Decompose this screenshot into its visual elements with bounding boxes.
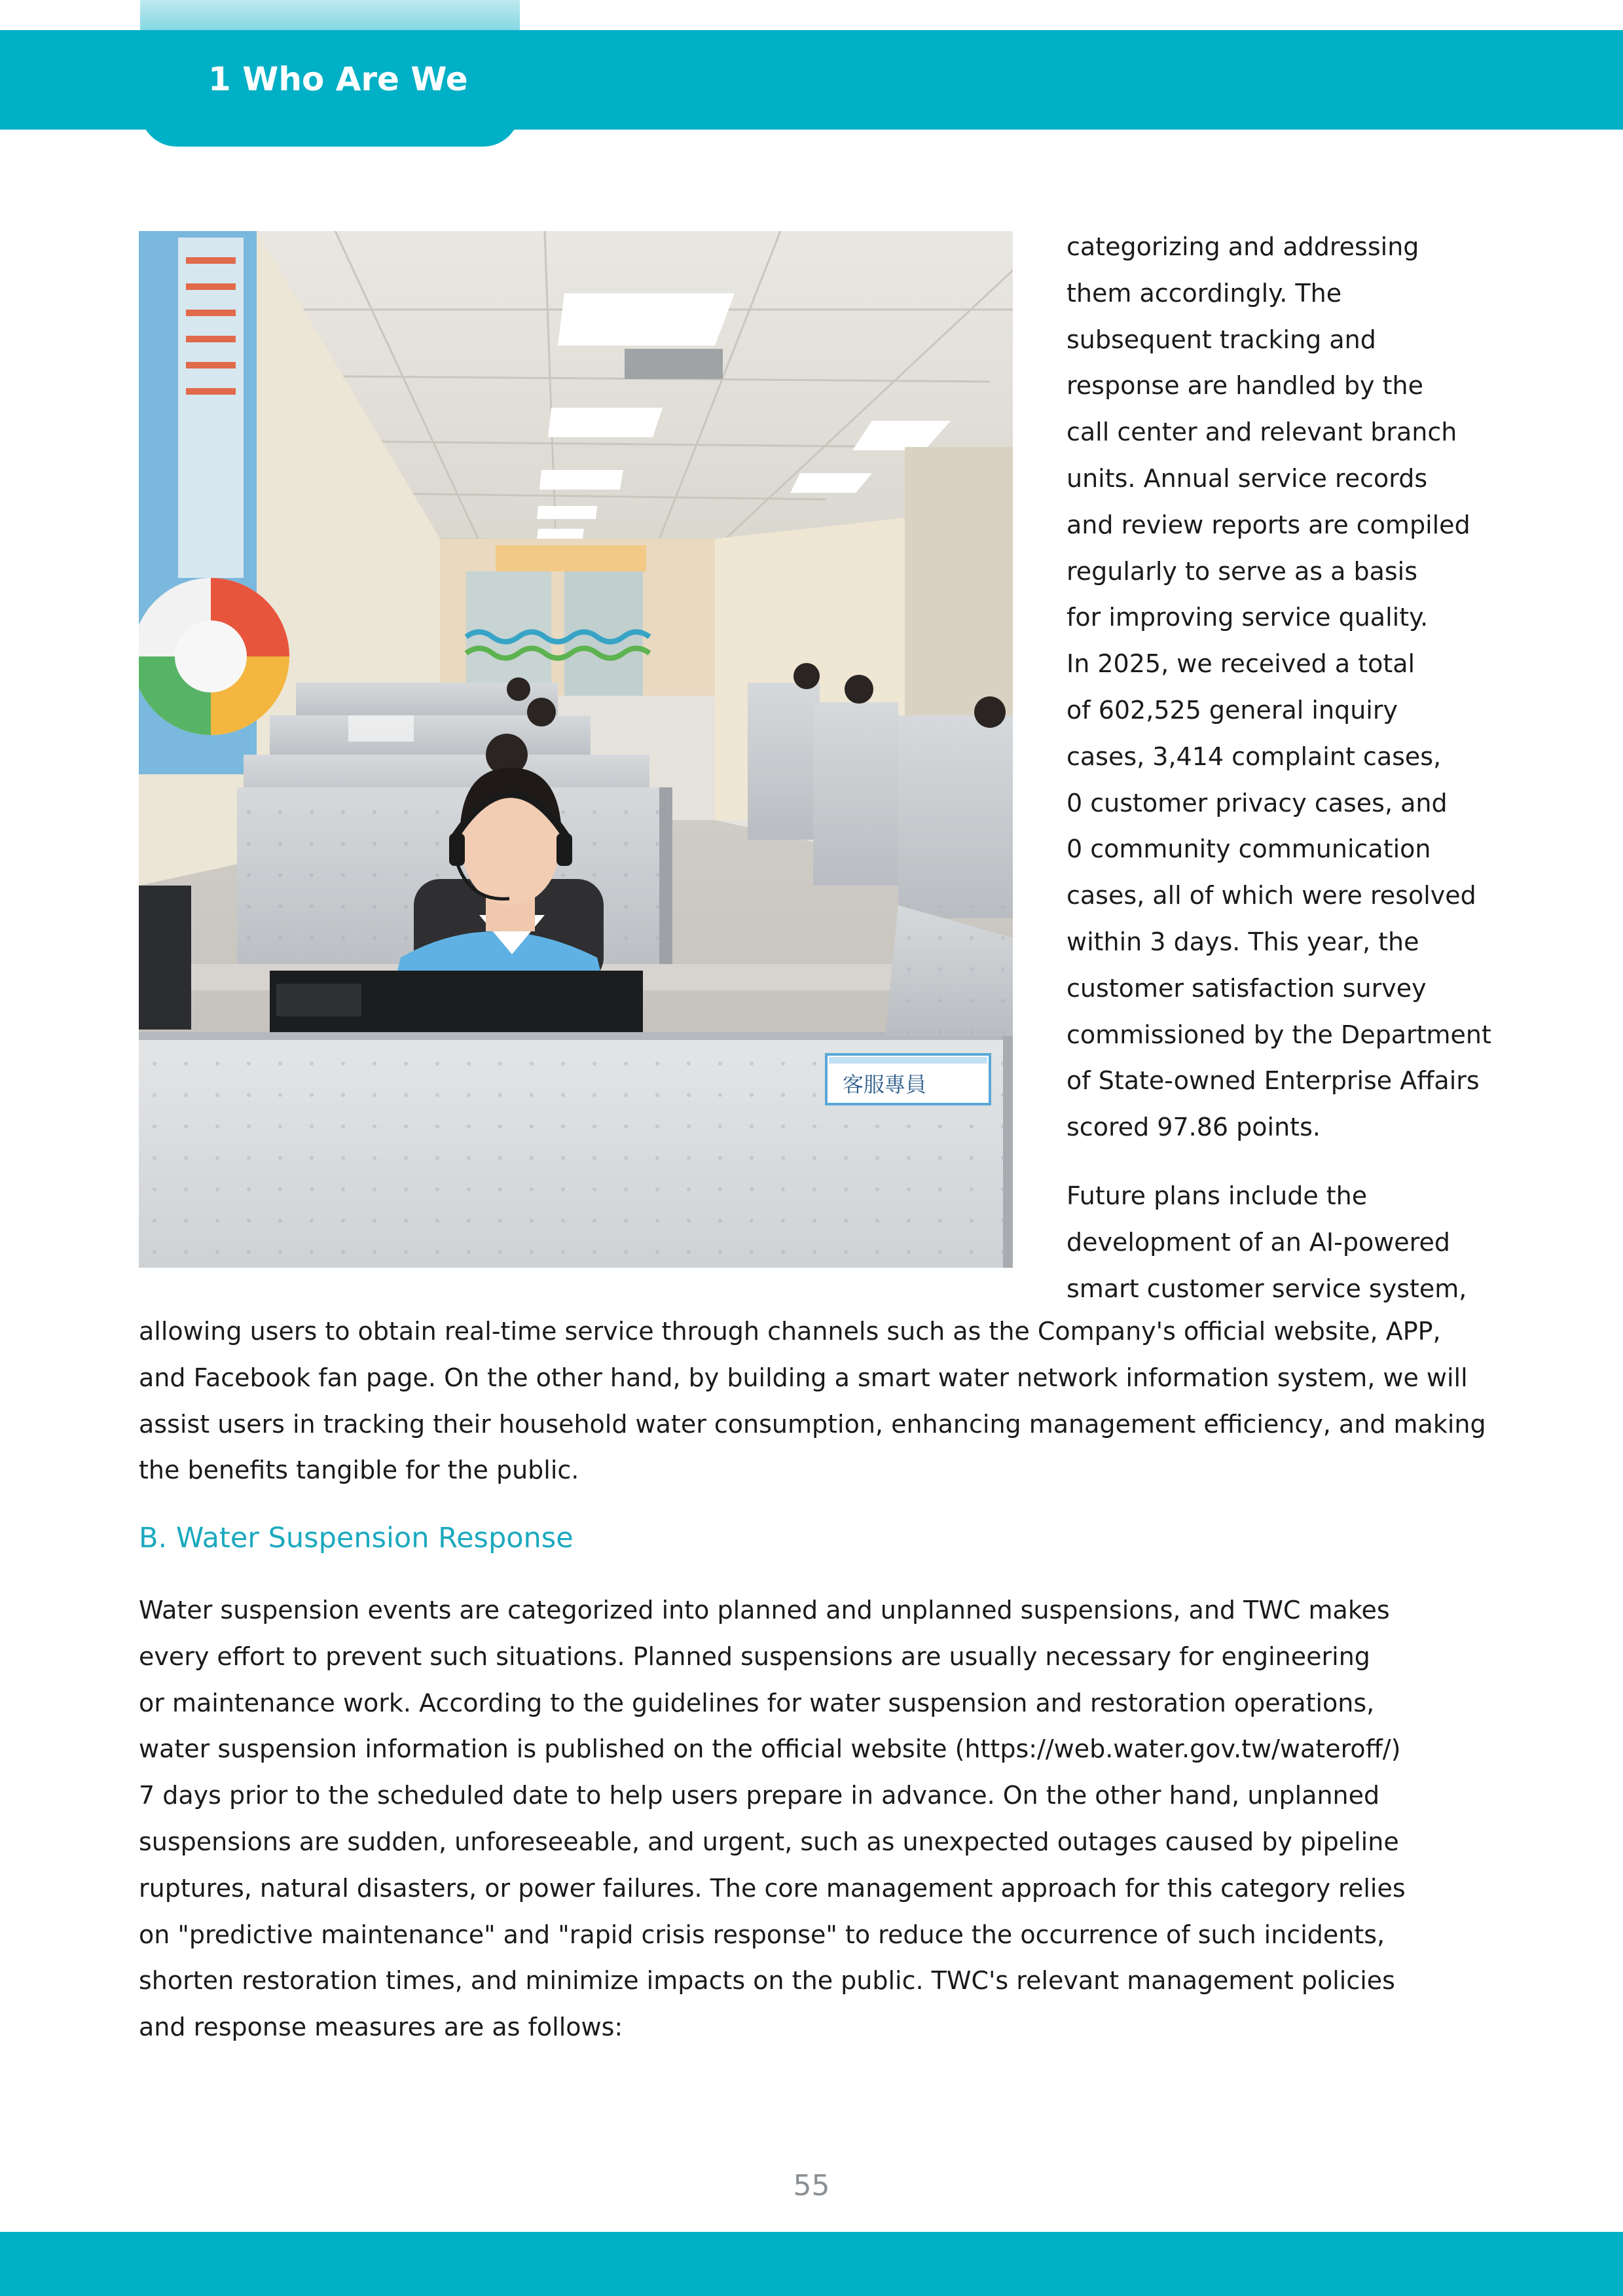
call-center-photo bbox=[139, 231, 1013, 1268]
future-plans-continuation bbox=[139, 1308, 1514, 1494]
desk-sign-text: 客服專員 bbox=[843, 1072, 927, 1097]
footer-band bbox=[0, 2232, 1623, 2296]
subsection-heading: B. Water Suspension Response bbox=[139, 1522, 574, 1554]
header-tab-highlight bbox=[140, 0, 520, 33]
paragraph-future-plans: Future plans include the development of an AI-powered smart customer service system, bbox=[1067, 1181, 1467, 1303]
section-title: 1 Who Are We bbox=[208, 60, 468, 98]
page-number: 55 bbox=[793, 2169, 830, 2202]
right-column-text bbox=[1067, 224, 1499, 1312]
paragraph-call-center: categorizing and addressing them accordingly. The subsequent tracking and response are handled by the call center and relevant branch units. Annual service records and review reports are compiled regularly to serve as a basis for improving service quality. In 2025, we received a total of 602,525 general inquiry cases, 3,414 complaint cases, 0 customer privacy cases, and 0 community communication cases, all of which were resolved within 3 days. This year, the customer satisfaction survey commissioned by the Department of State-owned Enterprise Affairs scored 97.86 points. bbox=[1067, 232, 1491, 1142]
paragraph-future-plans-cont: allowing users to obtain real-time service through channels such as the Company's official website, APP, and Facebook fan page. On the other hand, by building a smart water network information system, we will assist users in tracking their household water consumption, enhancing management efficiency, and making the benefits tangible for the public. bbox=[139, 1317, 1486, 1485]
paragraph-water-suspension: Water suspension events are categorized into planned and unplanned suspensions, and TWC makes every effort to prevent such situations. Planned suspensions are usually necessary for engineering or maintenance work. According to the guidelines for water suspension and restoration operations, water suspension information is published on the official website (https://web.water.gov.tw/wateroff/) 7 days prior to the scheduled date to help users prepare in advance. On the other hand, unplanned suspensions are sudden, unforeseeable, and urgent, such as unexpected outages caused by pipeline ruptures, natural disasters, or power failures. The core management approach for this category relies on "predictive maintenance" and "rapid crisis response" to reduce the occurrence of such incidents, shorten restoration times, and minimize impacts on the public. TWC's relevant management policies and response measures are as follows: bbox=[139, 1596, 1406, 2042]
water-suspension-text bbox=[139, 1587, 1514, 2051]
